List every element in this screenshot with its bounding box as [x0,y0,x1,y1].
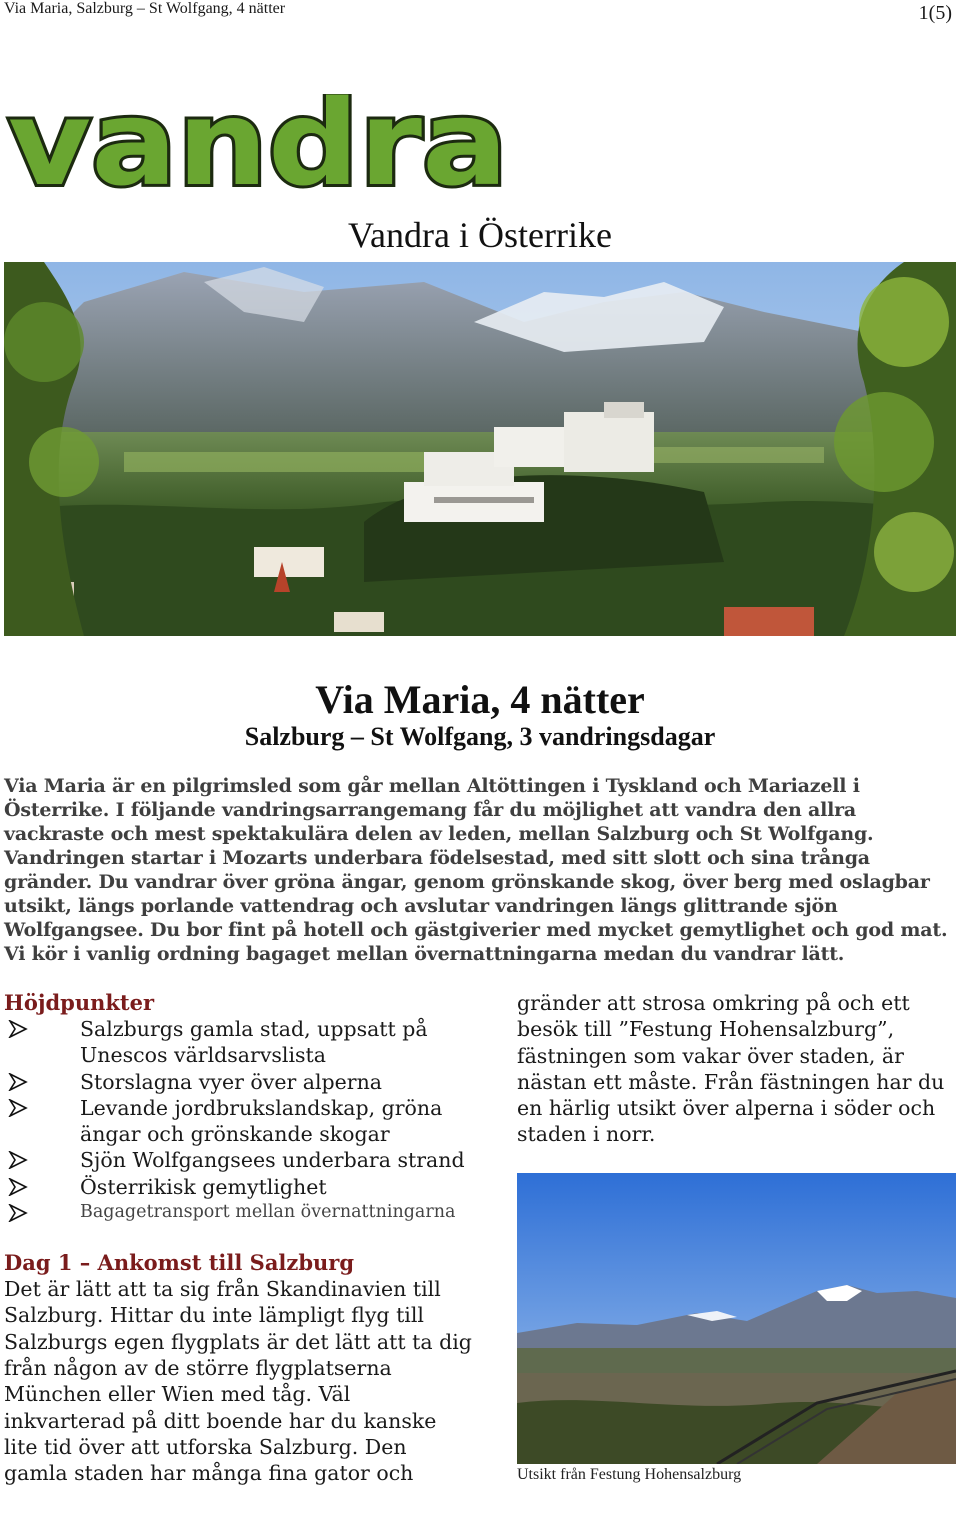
list-item [4,1069,474,1095]
list-item [4,1200,474,1224]
list-item [4,1147,474,1173]
right-column-text: gränder att strosa omkring på och ett besök till ”Festung Hohensalzburg”, fästningen som vakar över staden, är nästan ett måste. Från fästningen har du en härlig utsikt över alperna i söder och staden i norr. [517,991,945,1147]
highlight-text: Österrikisk gemytlighet [80,1174,327,1199]
photo-caption: Utsikt från Festung Hohensalzburg [517,1466,742,1483]
highlight-text: Bagagetransport mellan övernattningarna [80,1202,456,1223]
highlight-text: Levande jordbrukslandskap, gröna ängar och grönskande skogar [80,1095,443,1147]
intro-paragraph: Via Maria är en pilgrimsled som går mellan Altöttingen i Tyskland och Mariazell i Österrike. I följande vandringsarrangemang får du möjlighet att vandra den allra vackraste och mest spektakulära delen av leden, mellan Salzburg och St Wolfgang. Vandringen startar i Mozarts underbara födelsestad, med sitt slott och sina trånga gränder. Du vandrar över gröna ängar, genom grönskande skog, över berg med oslagbar utsikt, längs porlande vattendrag och avslutar vandringen längs glittrande sjön Wolfgangsee. Du bor fint på hotell och gästgiverier med mycket gemytlighet och god mat. Vi kör i vanlig ordning bagaget mellan övernattningarna medan du vandrar lätt. [4,775,948,965]
day-1-text: Det är lätt att ta sig från Skandinavien till Salzburg. Hittar du inte lämpligt flyg till Salzburgs egen flygplats är det lätt att ta dig från någon av de större flygplatserna München eller Wien med tåg. Väl inkvarterad på ditt boende har du kanske lite tid över att utforska Salzburg. Den gamla staden har många fina gator och [4,1277,472,1486]
running-header-title: Via Maria, Salzburg – St Wolfgang, 4 nätter [4,0,286,17]
fortress-view-photo [517,1173,956,1464]
day-1-heading: Dag 1 – Ankomst till Salzburg [4,1250,355,1276]
arrow-bullet-icon [8,1151,28,1169]
highlights-heading: Höjdpunkter [4,990,155,1015]
arrow-bullet-icon [8,1204,28,1222]
left-column [4,990,474,1486]
highlight-text: Salzburgs gamla stad, uppsatt på Unescos världsarvslista [80,1017,428,1068]
vandra-logo [4,94,514,194]
list-item [4,1016,474,1069]
highlights-list [4,1016,474,1224]
trip-subtitle: Salzburg – St Wolfgang, 3 vandringsdagar [244,722,716,751]
page-title: Vandra i Österrike [348,215,612,255]
highlight-text: Sjön Wolfgangsees underbara strand [80,1148,465,1173]
right-column [517,990,957,1148]
arrow-bullet-icon [8,1020,28,1038]
highlight-text: Storslagna vyer över alperna [80,1069,383,1094]
trip-title: Via Maria, 4 nätter [315,677,645,722]
list-item [4,1095,474,1148]
arrow-bullet-icon [8,1178,28,1196]
arrow-bullet-icon [8,1099,28,1117]
arrow-bullet-icon [8,1073,28,1091]
page-number: 1(5) [918,2,952,24]
hero-photo [4,262,956,636]
svg-text:vandra: vandra [8,94,508,194]
list-item [4,1174,474,1200]
